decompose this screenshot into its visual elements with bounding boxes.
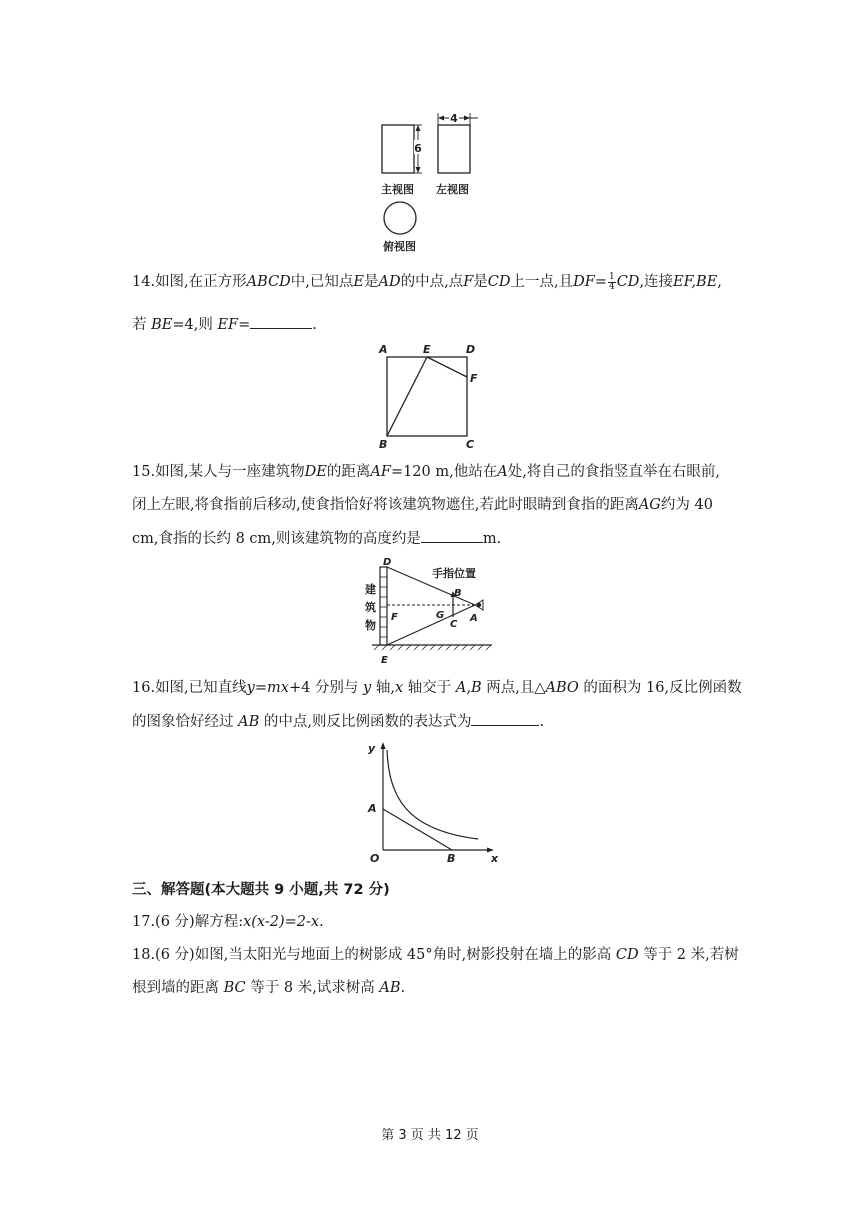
question-18-line-2: 根到墙的距离 BC 等于 8 米,试求树高 AB. xyxy=(132,980,406,996)
front-view-rect xyxy=(382,125,414,173)
label-A: A xyxy=(379,343,388,356)
axis-label-y: y xyxy=(368,742,376,755)
answer-blank-14[interactable] xyxy=(250,314,312,329)
question-14-line-2: 若 BE=4,则 EF= . xyxy=(132,314,742,335)
building-char-1: 建 xyxy=(365,583,376,596)
question-15-line-3: cm,食指的长约 8 cm,则该建筑物的高度约是 m. xyxy=(132,528,742,549)
building-char-2: 筑 xyxy=(365,601,376,614)
label-O: O xyxy=(370,852,380,865)
label-B: B xyxy=(447,852,456,865)
label-D: D xyxy=(383,557,392,568)
label-E: E xyxy=(381,655,388,666)
section-heading-3: 三、解答题(本大题共 9 小题,共 72 分) xyxy=(132,882,390,898)
question-16-line-1: 16.如图,已知直线y=mx+4 分别与 y 轴,x 轴交于 A,B 两点,且△ABO 的面积为 16,反比例函数 xyxy=(132,680,742,696)
answer-blank-16[interactable] xyxy=(471,711,539,726)
answer-blank-15[interactable] xyxy=(421,528,483,543)
label-E: E xyxy=(423,343,431,356)
building-char-3: 物 xyxy=(365,619,376,632)
width-dimension: 4 xyxy=(450,112,458,125)
square-abcd-figure xyxy=(370,340,490,452)
label-D: D xyxy=(466,343,476,356)
top-view-circle xyxy=(382,200,418,236)
label-F: F xyxy=(391,612,398,623)
front-view-label: 主视图 xyxy=(381,183,414,196)
label-A: A xyxy=(368,802,377,815)
side-view-rect xyxy=(438,125,470,173)
inverse-function-graph xyxy=(360,738,505,866)
axis-label-x: x xyxy=(491,852,499,865)
label-B: B xyxy=(379,438,388,451)
fraction-one-quarter: $\frac{1}{4}$ xyxy=(608,271,615,292)
label-A: A xyxy=(470,613,478,624)
label-C: C xyxy=(466,438,475,451)
top-view-label: 俯视图 xyxy=(383,240,416,253)
finger-position-label: 手指位置 xyxy=(432,567,476,580)
page-footer: 第 3 页 共 12 页 xyxy=(381,1128,479,1143)
question-14-line-1: 14.如图,在正方形ABCD中,已知点E是AD的中点,点F是CD上一点,且DF= $\frac{1}{4}$ CD,连接EF,BE, xyxy=(132,271,722,292)
question-16-line-2: 的图象恰好经过 AB 的中点,则反比例函数的表达式为 . xyxy=(132,711,742,732)
label-C: C xyxy=(450,619,458,630)
side-view-label: 左视图 xyxy=(436,183,469,196)
label-G: G xyxy=(436,610,445,621)
question-18-line-1: 18.(6 分)如图,当太阳光与地面上的树影成 45°角时,树影投射在墙上的影高 CD 等于 2 米,若树 xyxy=(132,947,739,963)
height-dimension: 6 xyxy=(414,142,422,155)
question-17: 17.(6 分)解方程:x(x-2)=2-x. xyxy=(132,914,324,930)
building-finger-figure xyxy=(362,555,497,667)
question-15-line-1: 15.如图,某人与一座建筑物DE的距离AF=120 m,他站在A处,将自己的食指竖直举在右眼前, xyxy=(132,464,720,480)
label-F: F xyxy=(470,372,478,385)
label-B: B xyxy=(454,588,462,599)
question-15-line-2: 闭上左眼,将食指前后移动,使食指恰好将该建筑物遮住,若此时眼睛到食指的距离AG约为 40 xyxy=(132,497,713,513)
